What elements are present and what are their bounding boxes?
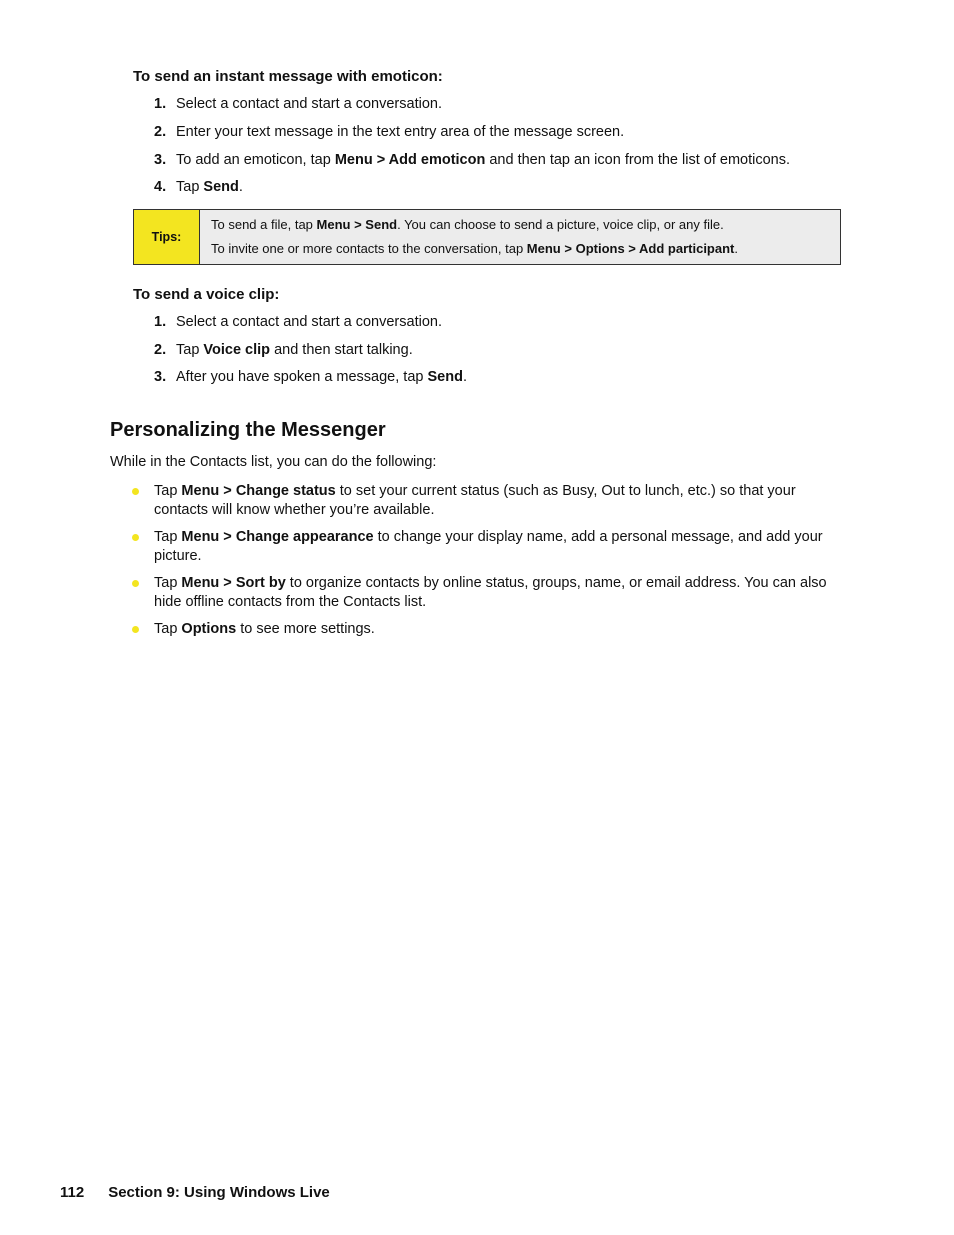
step-number: 4. bbox=[154, 179, 167, 195]
step-text: Enter your text message in the text entry area of the message screen. bbox=[176, 124, 625, 140]
page-footer bbox=[60, 1184, 330, 1201]
step-number: 3. bbox=[154, 152, 167, 168]
list-item: Tap Menu > Change appearance to change your display name, add a personal message, and add your picture. bbox=[132, 528, 844, 565]
footer-section-title: Section 9: Using Windows Live bbox=[108, 1184, 330, 1201]
page-number: 112 bbox=[60, 1184, 85, 1201]
step-number: 1. bbox=[154, 314, 167, 330]
send-term: Send bbox=[427, 369, 463, 385]
step-text: Select a contact and start a conversation. bbox=[176, 314, 442, 330]
add-emoticon-term: Add emoticon bbox=[388, 152, 486, 168]
menu-term: Menu bbox=[334, 152, 373, 168]
list-item: Tap Options to see more settings. bbox=[132, 620, 844, 639]
step-number: 2. bbox=[154, 342, 167, 358]
step-text: Select a contact and start a conversation. bbox=[176, 96, 442, 112]
intro-text: While in the Contacts list, you can do the following: bbox=[110, 454, 437, 470]
emoticon-procedure-heading: To send an instant message with emoticon: bbox=[133, 68, 443, 85]
step-text: After you have spoken a message, tap Send. bbox=[176, 369, 467, 385]
send-term: Send bbox=[203, 179, 239, 195]
bullet-icon bbox=[132, 534, 139, 541]
section-heading: Personalizing the Messenger bbox=[110, 419, 386, 441]
step-number: 2. bbox=[154, 124, 167, 140]
list-item: Tap Menu > Sort by to organize contacts by online status, groups, name, or email address. You can also hide offline contacts from the Contacts list. bbox=[132, 574, 844, 611]
voice-procedure-heading: To send a voice clip: bbox=[133, 286, 280, 303]
step-number: 1. bbox=[154, 96, 167, 112]
tip-line-send-file: To send a file, tap Menu > Send. You can choose to send a picture, voice clip, or any file. bbox=[211, 217, 724, 232]
tip-line-invite: To invite one or more contacts to the conversation, tap Menu > Options > Add participant. bbox=[211, 241, 738, 256]
bullet-icon bbox=[132, 580, 139, 587]
bullet-icon bbox=[132, 626, 139, 633]
voice-clip-term: Voice clip bbox=[203, 342, 271, 358]
step-number: 3. bbox=[154, 369, 167, 385]
step-text: Tap Send. bbox=[176, 179, 243, 195]
bullet-icon bbox=[132, 488, 139, 495]
tips-box bbox=[133, 209, 841, 265]
step-text: To add an emoticon, tap Menu > Add emoticon and then tap an icon from the list of emoticons. bbox=[176, 152, 791, 168]
list-item: Tap Menu > Change status to set your current status (such as Busy, Out to lunch, etc.) so that your contacts will know whether you’re available. bbox=[132, 482, 844, 519]
tips-label: Tips: bbox=[134, 210, 200, 264]
step-text: Tap Voice clip and then start talking. bbox=[176, 342, 413, 358]
